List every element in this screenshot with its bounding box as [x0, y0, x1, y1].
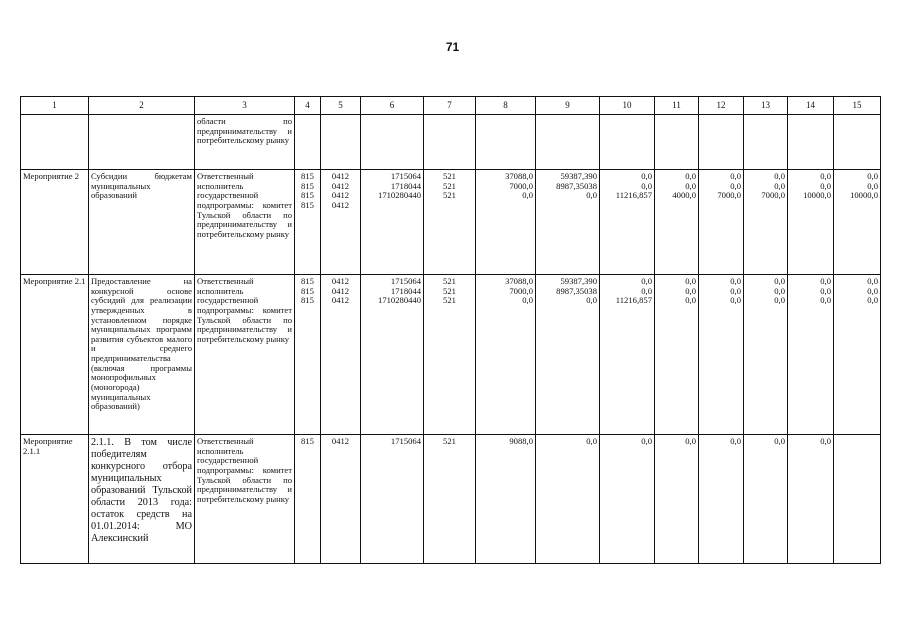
column-header: 8	[476, 97, 536, 115]
table-cell	[744, 115, 788, 170]
value-cell: 815	[295, 435, 321, 564]
value-cell: 0,0	[788, 435, 834, 564]
value-cell: 0,0 0,0 0,0	[788, 275, 834, 435]
table-cell	[21, 115, 89, 170]
value-cell: 0,0 0,0 7000,0	[699, 170, 744, 275]
column-header: 9	[536, 97, 600, 115]
column-header: 4	[295, 97, 321, 115]
value-cell: 0,0 0,0 10000,0	[834, 170, 881, 275]
column-header: 3	[195, 97, 295, 115]
name-cell: 2.1.1. В том числе победителям конкурсного отбора муниципальных образований Тульской области 2013 года: остаток средств на 01.01.2014: МО Алексинский	[89, 435, 195, 564]
table-cell	[295, 115, 321, 170]
continuation-row	[21, 115, 881, 170]
value-cell: 0,0 0,0 11216,857	[600, 275, 655, 435]
executor-cell: Ответственный исполнитель государственной подпрограммы: комитет Тульской области по предпринимательству и потребительскому рынку	[195, 170, 295, 275]
column-header: 5	[321, 97, 361, 115]
event-cell: Мероприятие 2	[21, 170, 89, 275]
value-cell: 0,0	[536, 435, 600, 564]
value-cell: 0,0 0,0 11216,857	[600, 170, 655, 275]
column-header: 14	[788, 97, 834, 115]
table-cell	[361, 115, 424, 170]
executor-cell: Ответственный исполнитель государственной подпрограммы: комитет Тульской области по предпринимательству и потребительскому рынку	[195, 435, 295, 564]
page-number: 71	[445, 40, 460, 54]
value-cell: 59387,390 8987,35038 0,0	[536, 275, 600, 435]
value-cell: 1715064 1718044 1710280440	[361, 275, 424, 435]
value-cell: 0,0 0,0 0,0	[699, 275, 744, 435]
value-cell: 37088,0 7000,0 0,0	[476, 170, 536, 275]
name-cell: Предоставление на конкурсной основе субсидий для реализации утвержденных в установленном порядке муниципальных программ развития субъектов малого и среднего предпринимательства (включая программы монопрофильных (моногорода) муниципальных образований)	[89, 275, 195, 435]
value-cell: 0412 0412 0412	[321, 275, 361, 435]
value-cell: 521 521 521	[424, 275, 476, 435]
event-cell: Мероприятие 2.1.1	[21, 435, 89, 564]
table-cell	[89, 115, 195, 170]
value-cell: 0,0 0,0 0,0	[744, 275, 788, 435]
table-cell	[655, 115, 699, 170]
header-row	[21, 97, 881, 115]
column-header: 13	[744, 97, 788, 115]
name-cell: Субсидии бюджетам муниципальных образований	[89, 170, 195, 275]
table-cell	[424, 115, 476, 170]
value-cell: 0,0 0,0 0,0	[834, 275, 881, 435]
value-cell: 1715064	[361, 435, 424, 564]
table-cell	[834, 115, 881, 170]
value-cell: 0,0 0,0 7000,0	[744, 170, 788, 275]
table-cell	[321, 115, 361, 170]
value-cell: 0,0	[744, 435, 788, 564]
value-cell: 0,0	[655, 435, 699, 564]
value-cell: 521 521 521	[424, 170, 476, 275]
table-row	[21, 275, 881, 435]
value-cell: 815 815 815	[295, 275, 321, 435]
column-header: 12	[699, 97, 744, 115]
column-header: 15	[834, 97, 881, 115]
value-cell: 0,0 0,0 0,0	[655, 275, 699, 435]
value-cell: 1715064 1718044 1710280440	[361, 170, 424, 275]
table-cell	[536, 115, 600, 170]
table-row	[21, 435, 881, 564]
value-cell: 0412 0412 0412 0412	[321, 170, 361, 275]
value-cell: 9088,0	[476, 435, 536, 564]
value-cell: 37088,0 7000,0 0,0	[476, 275, 536, 435]
value-cell: 521	[424, 435, 476, 564]
value-cell: 0,0 0,0 10000,0	[788, 170, 834, 275]
column-header: 2	[89, 97, 195, 115]
table-cell	[476, 115, 536, 170]
column-header: 7	[424, 97, 476, 115]
value-cell	[834, 435, 881, 564]
executor-cell: области по предпринимательству и потребительскому рынку	[195, 115, 295, 170]
column-header: 11	[655, 97, 699, 115]
table-cell	[788, 115, 834, 170]
value-cell: 815 815 815 815	[295, 170, 321, 275]
column-header: 6	[361, 97, 424, 115]
table-cell	[699, 115, 744, 170]
budget-table	[20, 96, 881, 564]
column-header: 10	[600, 97, 655, 115]
table-cell	[600, 115, 655, 170]
event-cell: Мероприятие 2.1	[21, 275, 89, 435]
value-cell: 0412	[321, 435, 361, 564]
executor-cell: Ответственный исполнитель государственной подпрограммы: комитет Тульской области по предпринимательству и потребительскому рынку	[195, 275, 295, 435]
value-cell: 0,0	[699, 435, 744, 564]
table-row	[21, 170, 881, 275]
column-header: 1	[21, 97, 89, 115]
value-cell: 0,0	[600, 435, 655, 564]
value-cell: 0,0 0,0 4000,0	[655, 170, 699, 275]
value-cell: 59387,390 8987,35038 0,0	[536, 170, 600, 275]
